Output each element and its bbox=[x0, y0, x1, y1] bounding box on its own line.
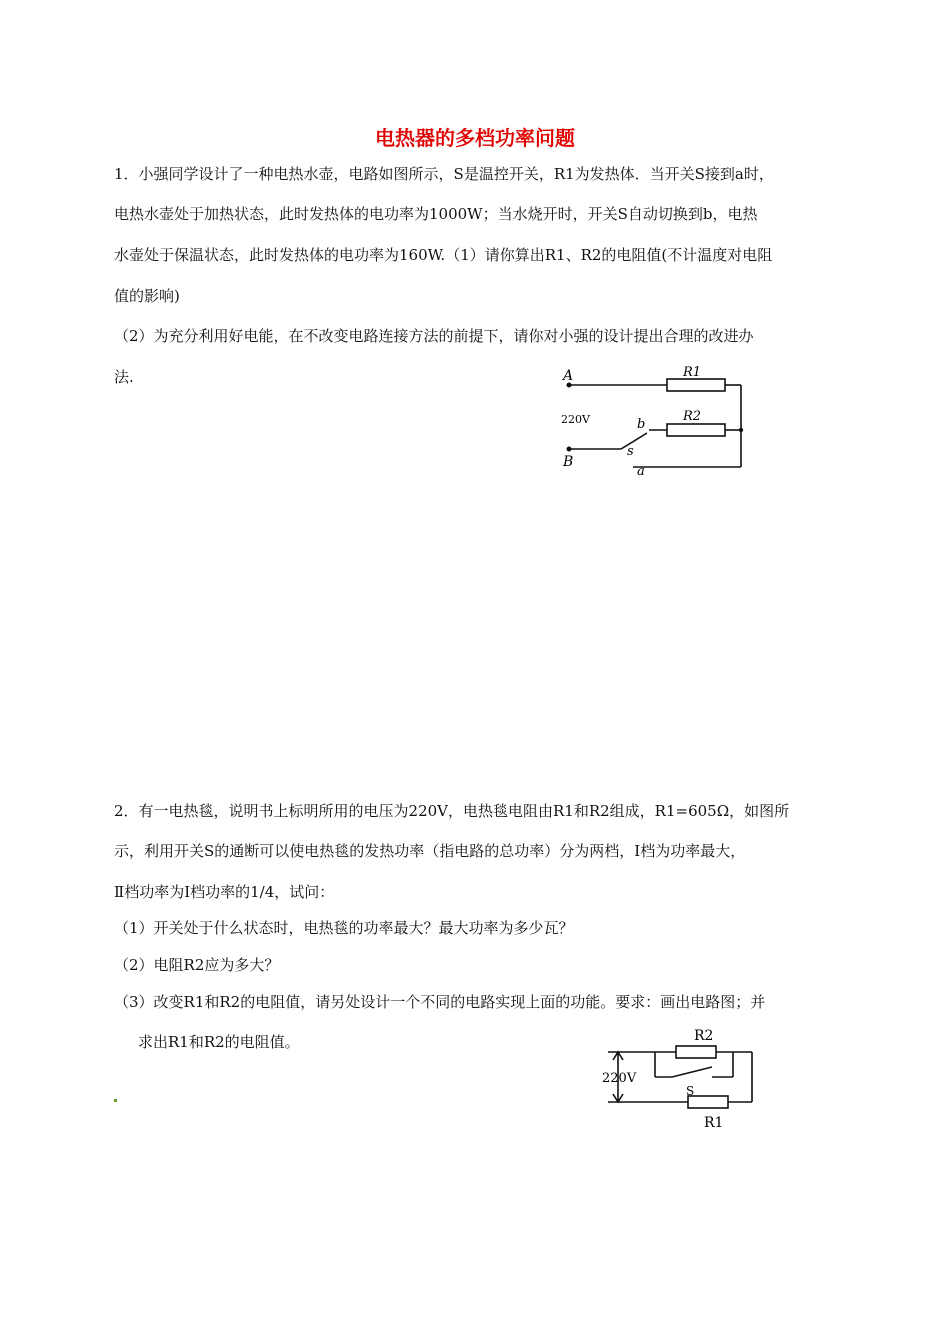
q1-line-1: 1．小强同学设计了一种电热水壶，电路如图所示，S是温控开关，R1为发热体．当开关S接到a时， bbox=[114, 165, 774, 183]
label-R2: R2 bbox=[694, 1028, 714, 1044]
q1-line-4: 值的影响) bbox=[114, 287, 180, 305]
label-R1: R1 bbox=[683, 365, 702, 380]
circuit-diagram-2 bbox=[600, 1027, 760, 1135]
label-b: b bbox=[637, 417, 646, 432]
voltage-label: 220V bbox=[561, 413, 590, 426]
q2-line-7: 求出R1和R2的电阻值。 bbox=[138, 1033, 300, 1051]
q1-line-6: 法. bbox=[114, 368, 134, 386]
label-R2: R2 bbox=[683, 409, 702, 424]
q1-line-5: （2）为充分利用好电能，在不改变电路连接方法的前提下，请你对小强的设计提出合理的改进办 bbox=[114, 327, 754, 345]
label-s: s bbox=[627, 444, 634, 459]
label-R1: R1 bbox=[704, 1115, 724, 1131]
voltage-label: 220V bbox=[602, 1071, 637, 1086]
circuit-diagram-1 bbox=[555, 362, 755, 480]
q2-line-3: Ⅱ档功率为Ⅰ档功率的1/4，试问： bbox=[114, 883, 335, 901]
label-A: A bbox=[563, 368, 574, 384]
label-a: a bbox=[637, 464, 645, 479]
label-S: S bbox=[686, 1084, 695, 1098]
page-title: 电热器的多档功率问题 bbox=[375, 126, 575, 150]
q2-line-1: 2．有一电热毯，说明书上标明所用的电压为220V，电热毯电阻由R1和R2组成，R1=605Ω，如图所 bbox=[114, 802, 790, 820]
q2-line-2: 示，利用开关S的通断可以使电热毯的发热功率（指电路的总功率）分为两档，Ⅰ档为功率最大， bbox=[114, 842, 746, 860]
stray-mark bbox=[114, 1099, 117, 1102]
q2-line-5: （2）电阻R2应为多大？ bbox=[114, 956, 280, 974]
q2-line-6: （3）改变R1和R2的电阻值，请另处设计一个不同的电路实现上面的功能。要求：画出电路图；并 bbox=[114, 993, 766, 1011]
q2-line-4: （1）开关处于什么状态时，电热毯的功率最大？最大功率为多少瓦？ bbox=[114, 919, 574, 937]
q1-line-2: 电热水壶处于加热状态，此时发热体的电功率为1000W；当水烧开时，开关S自动切换到b，电热 bbox=[114, 205, 758, 223]
label-B: B bbox=[563, 454, 574, 470]
q1-line-3: 水壶处于保温状态，此时发热体的电功率为160W.（1）请你算出R1、R2的电阻值(不计温度对电阻 bbox=[114, 246, 773, 264]
